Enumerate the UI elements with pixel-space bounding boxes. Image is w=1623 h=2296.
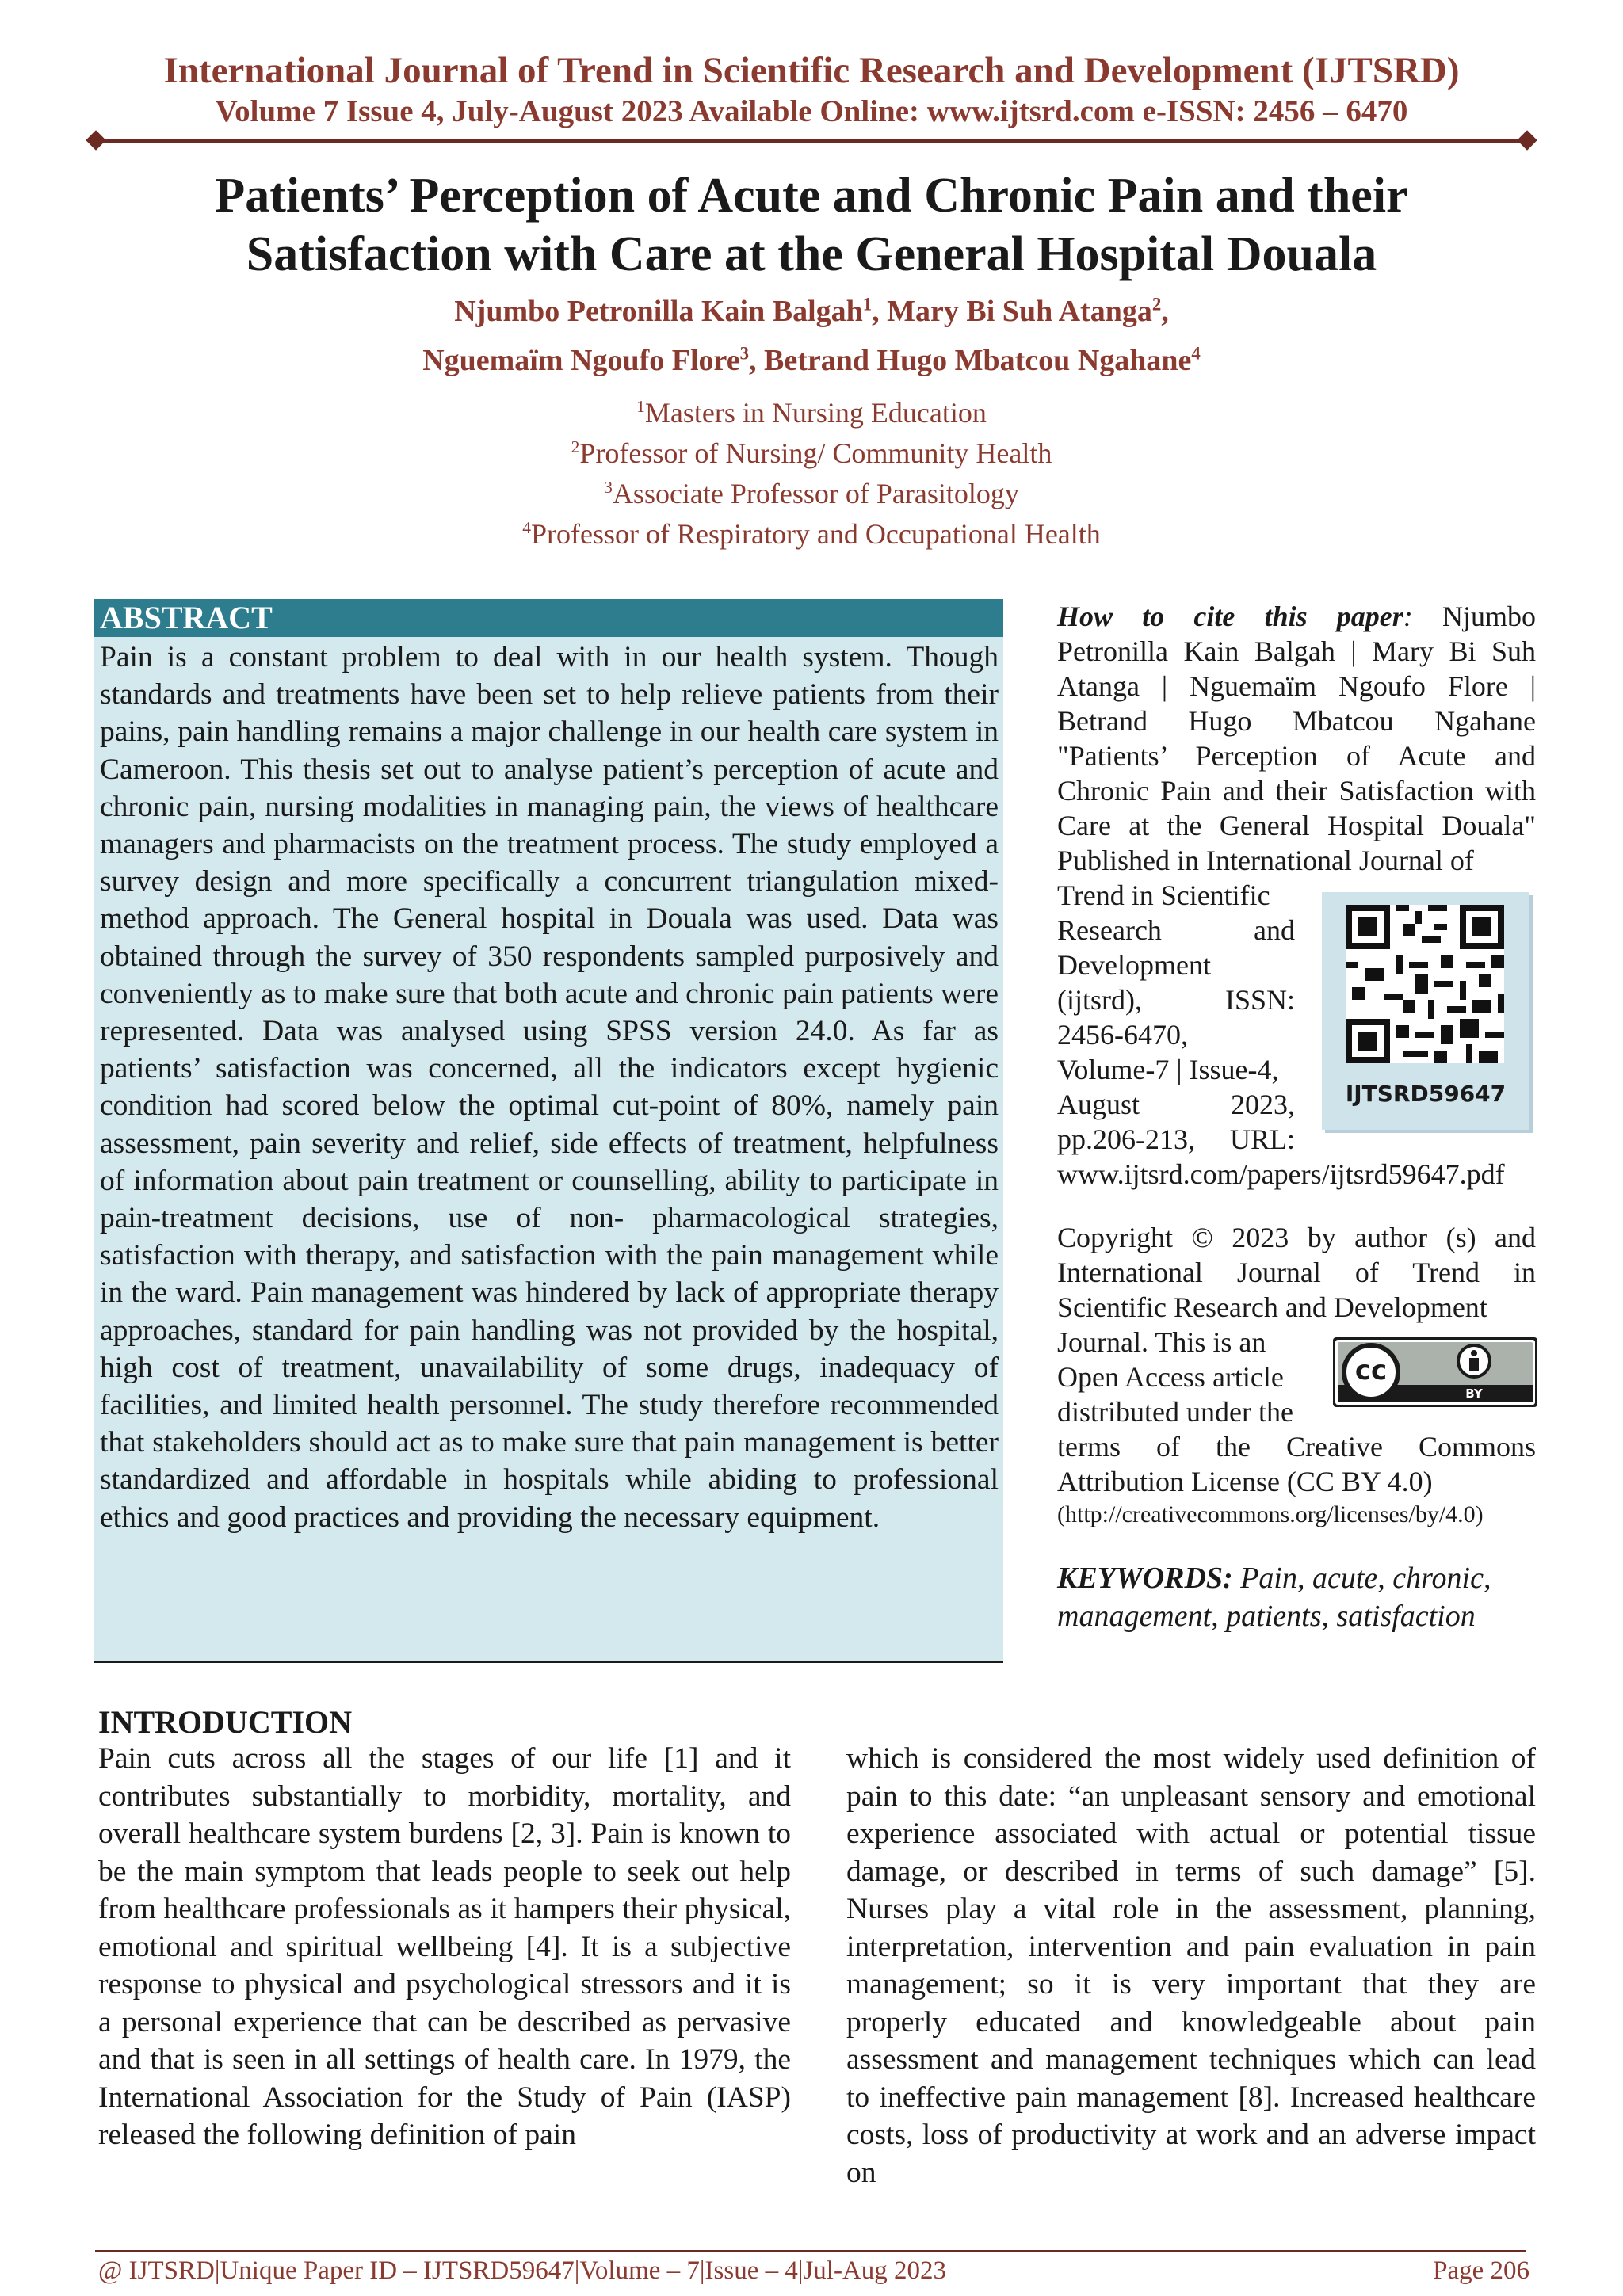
rule-end-right — [1517, 130, 1537, 150]
open-access-text — [1057, 1325, 1311, 1429]
citation-word: and — [1254, 914, 1295, 946]
abstract-heading: ABSTRACT — [94, 599, 1003, 637]
author-sup: 2 — [1151, 294, 1162, 315]
affiliation-text: Professor of Nursing/ Community Health — [579, 437, 1052, 469]
citation-line — [1057, 1087, 1295, 1122]
affiliation-text: Professor of Respiratory and Occupational Health — [531, 518, 1101, 550]
author-sup: 4 — [1191, 343, 1201, 364]
copyright-text: Copyright © 2023 by author (s) and International Journal of Trend in Scientific Research and Development — [1057, 1222, 1536, 1323]
citation-word: pp.206-213, — [1057, 1123, 1195, 1155]
footer-paper-id: Unique Paper ID – IJTSRD59647 — [220, 2256, 575, 2285]
affiliation-item — [0, 514, 1623, 555]
citation-word: Trend in Scientific — [1057, 879, 1270, 911]
author-sep: , — [872, 295, 888, 328]
keywords-text: Pain, acute, chronic, management, patients, satisfaction — [1057, 1562, 1491, 1633]
keywords — [1057, 1559, 1536, 1635]
citation-line — [1057, 1052, 1295, 1087]
citation-word: 2456-6470, — [1057, 1019, 1188, 1051]
citation-line — [1057, 1017, 1295, 1052]
oa-line: Journal. This is an — [1057, 1326, 1266, 1358]
journal-name: International Journal of Trend in Scientific Research and Development (IJTSRD) — [163, 50, 1460, 91]
footer-spacer — [946, 2256, 1433, 2286]
license-url[interactable]: (http://creativecommons.org/licenses/by/4.0) — [1057, 1501, 1484, 1527]
cc-label: cc — [1354, 1355, 1388, 1386]
citation-label: How to cite this paper — [1057, 601, 1403, 632]
citation-text: Njumbo Petronilla Kain Balgah | Mary Bi Suh Atanga | Nguemaïm Ngoufo Flore | Betrand Hugo Mbatcou Ngahane "Patients’ Perception of Acute and Chronic Pain and their Satisfaction with Care at the General Hospital Douala" Published in International Journal of — [1057, 601, 1536, 876]
introduction-right-column: which is considered the most widely used definition of pain to this date: “an unpleasant sensory and emotional experience associated with actual or potential tissue damage, or described in terms of such damage” [5]. Nurses play a vital role in the assessment, planning, interpretation, intervention and pain evaluation in pain management; so it is very important that they are properly educated and knowledgeable about pain assessment and management techniques which can lead to ineffective pain management [8]. Increased healthcare costs, loss of productivity at work and an adverse impact on — [846, 1742, 1536, 2189]
rule-end-left — [86, 130, 105, 150]
author-list — [0, 287, 1623, 385]
journal-info: Volume 7 Issue 4, July-August 2023 Available Online: www.ijtsrd.com e-ISSN: 2456 – 6470 — [215, 94, 1408, 128]
citation-line — [1057, 913, 1295, 948]
affiliation-item — [0, 393, 1623, 433]
citation-line — [1057, 878, 1295, 913]
affiliation-sup: 2 — [571, 437, 580, 456]
affiliation-item — [0, 474, 1623, 514]
author-sup: 1 — [862, 294, 873, 315]
citation-word: Research — [1057, 914, 1162, 946]
citation-line — [1057, 982, 1295, 1017]
footer-sep: | — [574, 2256, 580, 2285]
affiliation-item — [0, 433, 1623, 474]
footer-date: Jul-Aug 2023 — [803, 2256, 947, 2285]
citation-colon: : — [1403, 601, 1413, 632]
license-text: terms of the Creative Commons Attribution License (CC BY 4.0) — [1057, 1431, 1536, 1497]
paper-title — [0, 166, 1623, 284]
title-line-1: Patients’ Perception of Acute and Chronic Pain and their — [215, 169, 1408, 223]
footer-page: Page 206 — [1433, 2256, 1529, 2285]
paper-id-label: IJTSRD59647 — [1345, 1081, 1507, 1107]
author-name: Betrand Hugo Mbatcou Ngahane — [763, 344, 1192, 377]
citation-word: Volume-7 | Issue-4, — [1057, 1054, 1279, 1085]
header-rule — [95, 139, 1526, 143]
citation-word: Development — [1057, 949, 1211, 981]
citation-narrow — [1057, 878, 1295, 1157]
title-line-2: Satisfaction with Care at the General Hospital Douala — [246, 227, 1377, 281]
abstract-box — [94, 599, 1003, 1663]
affiliation-text: Masters in Nursing Education — [644, 397, 987, 429]
citation-word: (ijtsrd), — [1057, 984, 1142, 1016]
author-sep: , — [1161, 295, 1169, 328]
author-name: Njumbo Petronilla Kain Balgah — [454, 295, 863, 328]
affiliation-sup: 1 — [636, 397, 645, 416]
author-sup: 3 — [739, 343, 749, 364]
footer-rule — [95, 2250, 1526, 2252]
author-name: Nguemaïm Ngoufo Flore — [422, 344, 740, 377]
author-line-1 — [0, 287, 1623, 336]
citation-word: August — [1057, 1089, 1140, 1120]
introduction-left-column: Pain cuts across all the stages of our life [1] and it contributes substantially to morbidity, mortality, and overall healthcare system burdens [2, 3]. Pain is known to be the main symptom that leads people to seek out help from healthcare professionals as it hampers their physical, emotional and spiritual wellbeing [4]. It is a subjective response to physical and psychological stressors and it is a personal experience that can be described as pervasive and that is seen in all settings of health care. In 1979, the International Association for the Study of Pain (IASP) released the following definition of pain — [98, 1742, 791, 2151]
citation-line — [1057, 948, 1295, 982]
paper-url[interactable]: www.ijtsrd.com/papers/ijtsrd59647.pdf — [1057, 1158, 1505, 1190]
cc-by-license-icon[interactable] — [1333, 1337, 1537, 1407]
affiliation-sup: 3 — [604, 478, 613, 497]
citation-block — [1057, 599, 1536, 878]
citation-word: URL: — [1229, 1123, 1295, 1155]
qr-code-icon — [1346, 905, 1504, 1063]
page-footer — [98, 2256, 1529, 2286]
author-sep: , — [748, 344, 764, 377]
qr-code-card[interactable] — [1322, 892, 1529, 1130]
footer-volume: Volume – 7 — [579, 2256, 700, 2285]
oa-line: Open Access article — [1057, 1361, 1284, 1393]
affiliation-text: Associate Professor of Parasitology — [612, 478, 1019, 509]
citation-word: ISSN: — [1224, 984, 1295, 1016]
by-label: BY — [1465, 1386, 1483, 1401]
citation-word: 2023, — [1231, 1089, 1295, 1120]
affiliation-sup: 4 — [522, 518, 531, 537]
footer-sep: | — [797, 2256, 804, 2285]
abstract-text: Pain is a constant problem to deal with in our health system. Though standards and treatments have been set to help relieve patients from their pains, pain handling remains a major challenge in our health care system in Cameroon. This thesis set out to analyse patient’s perception of acute and chronic pain, nursing modalities in managing pain, the views of healthcare managers and pharmacists on the treatment process. The study employed a survey design and more specifically a concurrent triangulation mixed-method approach. The General hospital in Douala was used. Data was obtained through the survey of 350 respondents sampled purposively and conveniently as to make sure that both acute and chronic pain patients were represented. Data was analysed using SPSS version 24.0. As far as patients’ satisfaction was concerned, all the indicators except hygienic condition had scored below the optimal cut-point of 80%, namely pain assessment, pain severity and relief, side effects of treatment, helpfulness of information about pain treatment or counselling, ability to participate in pain-treatment decisions, use of non- pharmacological strategies, satisfaction with therapy, and satisfaction with the pain management while in the ward. Pain management was hindered by lack of appropriate therapy approaches, standard for pain handling was not provided by the hospital, high cost of treatment, unavailability of some drugs, inadequacy of facilities, and limited health personnel. The study therefore recommended that stakeholders should act as to make sure that pain management is better standardized and affordable in hospitals while abiding to professional ethics and good practices and providing the necessary equipment. — [100, 641, 999, 1534]
footer-issue: Issue – 4 — [705, 2256, 798, 2285]
footer-journal: @ IJTSRD — [98, 2256, 215, 2285]
keywords-label: KEYWORDS: — [1057, 1562, 1233, 1595]
author-name: Mary Bi Suh Atanga — [887, 295, 1152, 328]
affiliations — [0, 393, 1623, 555]
citation-line — [1057, 1122, 1295, 1157]
author-line-2 — [0, 336, 1623, 385]
introduction-heading: INTRODUCTION — [98, 1704, 353, 1740]
footer-sep: | — [699, 2256, 705, 2285]
footer-sep: | — [214, 2256, 220, 2285]
oa-line: distributed under the — [1057, 1396, 1293, 1428]
